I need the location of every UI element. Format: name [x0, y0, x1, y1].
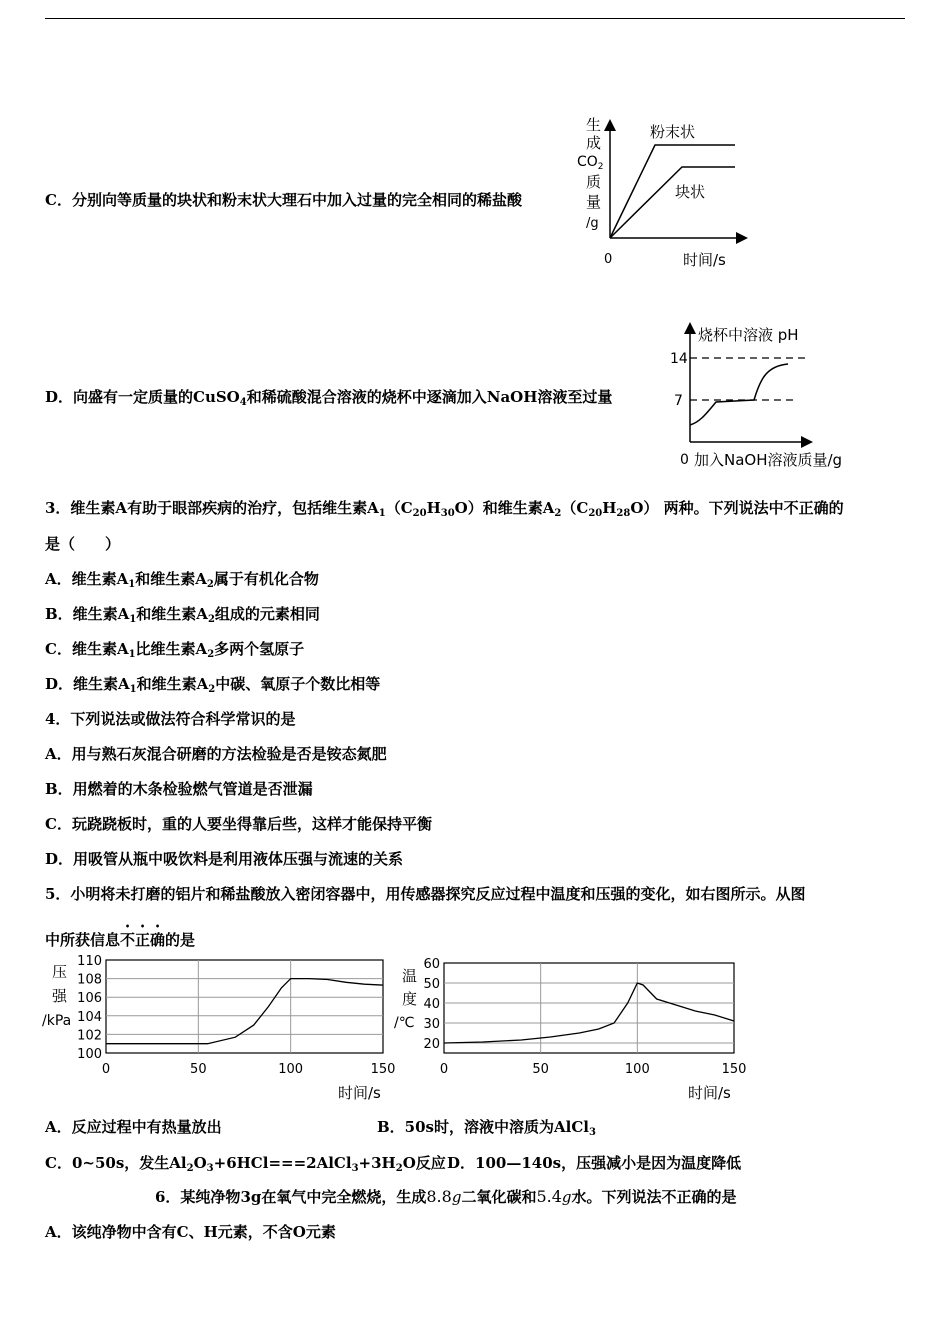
q4-option-c[interactable]: C．玩跷跷板时，重的人要坐得靠后些，这样才能保持平衡 [45, 815, 432, 833]
temp-ylabel-1: 温 [402, 967, 418, 985]
ylabel-unit: /g [586, 216, 599, 231]
temp-ytick-0: 20 [423, 1037, 440, 1052]
ylabel-2: 成 [586, 134, 602, 152]
q4-stem: 4．下列说法或做法符合科学常识的是 [45, 710, 296, 728]
q5-option-d[interactable]: D．100—140s，压强减小是因为温度降低 [447, 1154, 742, 1172]
temp-ylabel [394, 967, 417, 1031]
pressure-xtick-3: 150 [370, 1062, 396, 1077]
temp-xtick-0: 0 [439, 1062, 449, 1077]
temp-frame [444, 963, 734, 1053]
pressure-xtick-2: 100 [278, 1062, 304, 1077]
pressure-chart [40, 955, 440, 1105]
pressure-ylabel-unit: /kPa [42, 1013, 72, 1029]
q5-option-b[interactable]: B．50s时，溶液中溶质为AlCl$_3$ [377, 1118, 596, 1138]
xlabel: 时间/s [683, 251, 726, 269]
temperature-chart [388, 955, 748, 1105]
pressure-ytick-2: 104 [77, 1009, 102, 1025]
pressure-xtick-1: 50 [190, 1062, 207, 1077]
q6-stem: 6．某纯净物3g在氧气中完全燃烧，生成8.8g二氧化碳和5.4g水。下列说法不正确的是 [155, 1187, 737, 1206]
q4-option-d[interactable]: D．用吸管从瓶中吸饮料是利用液体压强与流速的关系 [45, 850, 404, 868]
pressure-ylabel-2: 强 [52, 987, 68, 1005]
ylabel-1: 生 [586, 116, 602, 134]
option-d-text: D．向盛有一定质量的CuSO$_4$和稀硫酸混合溶液的烧杯中逐滴加入NaOH溶液至过量 [45, 388, 613, 408]
q5-stem-line2: 中所获信息不正确的是 [45, 931, 196, 949]
q5-option-c[interactable]: C．0~50s，发生$Al_2O_3+6HCl===2AlCl_3+3H_2O$反应 [45, 1154, 446, 1174]
temp-xtick-1: 50 [532, 1062, 549, 1077]
pressure-xtick-0: 0 [101, 1062, 111, 1077]
ylabel-4: 量 [586, 193, 602, 211]
pressure-ylabel-1: 压 [52, 963, 68, 981]
temp-ytick-4: 60 [423, 957, 440, 972]
temp-ylabel-unit: /℃ [394, 1015, 415, 1031]
ylabel-3: 质 [586, 173, 602, 191]
header-rule [45, 18, 905, 19]
temp-ytick-2: 40 [423, 997, 440, 1012]
pressure-frame [106, 960, 383, 1053]
series-block [610, 167, 735, 238]
pressure-ytick-5: 110 [77, 955, 102, 969]
ylabel-co: CO [577, 154, 598, 170]
option-c-text: C．分别向等质量的块状和粉末状大理石中加入过量的完全相同的稀盐酸 [45, 191, 522, 209]
temp-ytick-1: 30 [423, 1017, 440, 1032]
label-block: 块状 [675, 183, 706, 201]
emphasis-not-correct: 不正确 [120, 931, 166, 949]
q3-stem: 3．维生素A有助于眼部疾病的治疗，包括维生素$A_1(C_{20}H_{30}O)$和维生素$A_2(C_{20}H_{28}O)$ 两种。下列说法中不正确的 [45, 499, 844, 519]
temp-xtick-2: 100 [624, 1062, 650, 1077]
q5-stem: 5．小明将未打磨的铝片和稀盐酸放入密闭容器中，用传感器探究反应过程中温度和压强的变化，如右图所示。从图 [45, 885, 806, 903]
q3-option-c[interactable]: C．维生素$A_1$比维生素$A_2$多两个氢原子 [45, 640, 305, 660]
q4-option-a[interactable]: A．用与熟石灰混合研磨的方法检验是否是铵态氮肥 [45, 745, 387, 763]
tick-7: 7 [674, 393, 683, 409]
ph-graph [668, 322, 858, 472]
origin-label: 0 [604, 252, 613, 267]
pressure-ytick-0: 100 [77, 1047, 102, 1062]
temp-ytick-3: 50 [423, 977, 440, 992]
pressure-ylabel [42, 963, 71, 1029]
ph-curve [690, 364, 788, 425]
q3-option-b[interactable]: B．维生素$A_1$和维生素$A_2$组成的元素相同 [45, 605, 320, 625]
q4-option-b[interactable]: B．用燃着的木条检验燃气管道是否泄漏 [45, 780, 313, 798]
label-powder: 粉末状 [650, 123, 696, 141]
temp-series-line [444, 983, 734, 1043]
co2-graph [575, 110, 755, 280]
ph-ylabel: 烧杯中溶液 pH [698, 326, 799, 344]
temp-xtick-3: 150 [721, 1062, 747, 1077]
temp-ylabel-2: 度 [402, 990, 418, 1008]
series-powder [610, 145, 735, 238]
pressure-ytick-1: 102 [77, 1028, 102, 1044]
svg-text:CO2 [577, 154, 604, 172]
pressure-ytick-3: 106 [77, 991, 102, 1007]
q3-option-d[interactable]: D．维生素$A_1$和维生素$A_2$中碳、氧原子个数比相等 [45, 675, 381, 695]
q6-option-a[interactable]: A．该纯净物中含有C、H元素，不含O元素 [45, 1223, 336, 1241]
q5-option-a[interactable]: A．反应过程中有热量放出 [45, 1118, 222, 1136]
pressure-xlabel: 时间/s [338, 1084, 381, 1102]
pressure-ytick-4: 108 [77, 972, 102, 988]
ph-xlabel: 加入NaOH溶液质量/g [694, 451, 843, 469]
temp-xlabel: 时间/s [688, 1084, 731, 1102]
tick-14: 14 [670, 351, 688, 367]
ylabel-sub: 2 [597, 162, 604, 172]
q3-stem-line2: 是（ ） [45, 535, 121, 553]
q3-option-a[interactable]: A．维生素$A_1$和维生素$A_2$属于有机化合物 [45, 570, 319, 590]
ph-origin: 0 [680, 452, 689, 468]
